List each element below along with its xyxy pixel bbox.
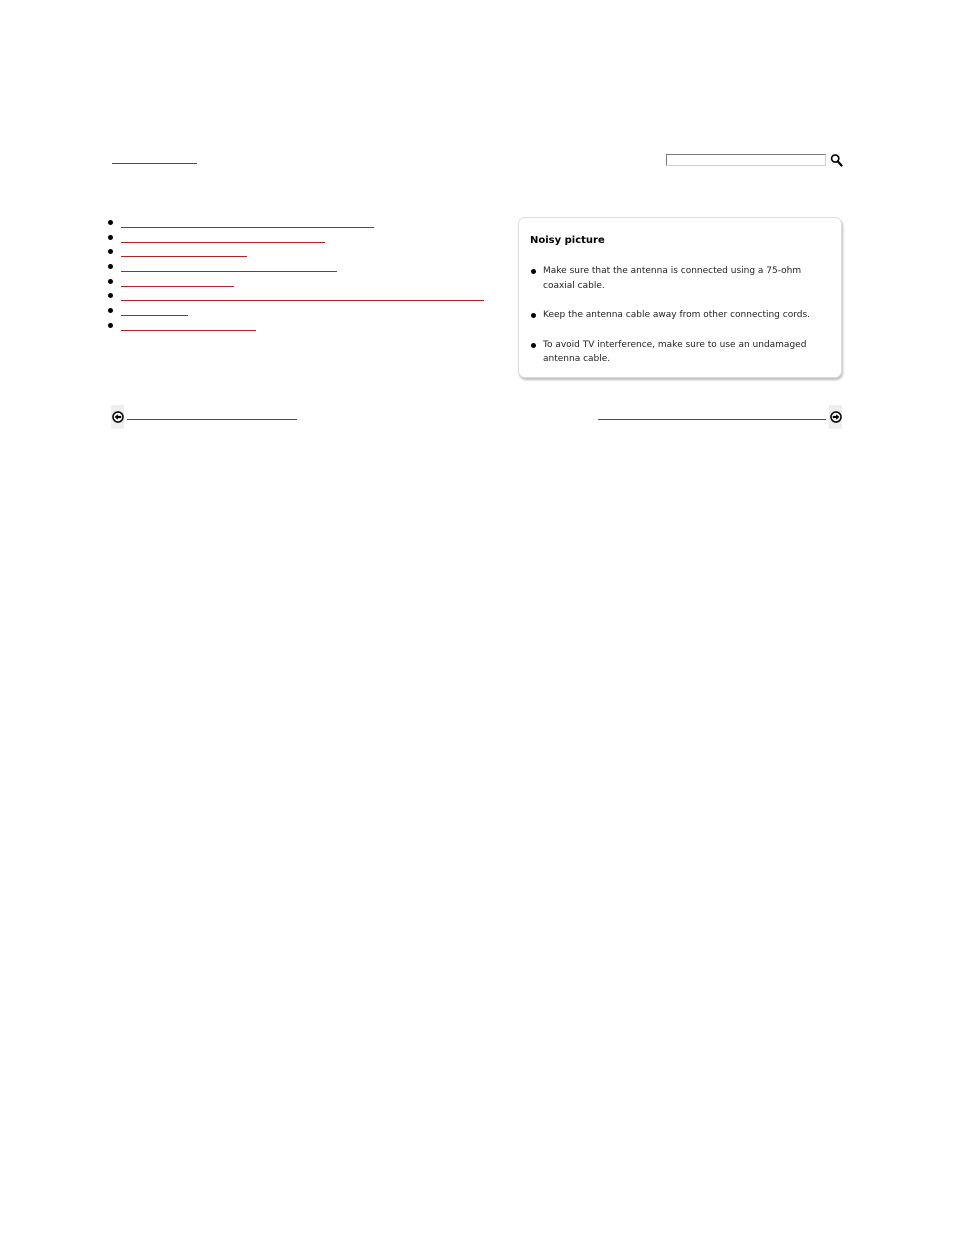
panel-list-item [530,338,830,367]
panel-item-text: Keep the antenna cable away from other connecting cords. [543,310,811,320]
panel-list-item [530,308,830,323]
bullet-icon [108,235,113,240]
search-icon [830,153,843,167]
topic-link[interactable] [121,242,325,243]
bullet-icon [108,308,113,313]
top-link[interactable] [112,163,197,164]
bullet-icon [531,343,536,348]
bullet-icon [531,313,536,318]
bullet-icon [108,249,113,254]
topic-link[interactable] [121,315,188,316]
panel-item-text: Make sure that the antenna is connected using a 75-ohm coaxial cable. [543,266,802,291]
topic-link[interactable] [121,330,256,331]
bullet-icon [108,279,113,284]
prev-page-button[interactable] [111,405,124,429]
panel-title: Noisy picture [530,235,605,246]
next-page-button[interactable] [829,405,842,429]
arrow-right-circle-icon [830,411,842,423]
bullet-icon [108,323,113,328]
panel-list-item [530,264,830,293]
topic-link[interactable] [121,227,374,228]
arrow-left-circle-icon [112,411,124,423]
bullet-icon [108,220,113,225]
panel-list [530,264,830,382]
info-panel [518,217,842,378]
topic-link[interactable] [121,300,484,301]
topic-link[interactable] [121,286,234,287]
prev-page-link[interactable] [127,419,297,420]
next-page-link[interactable] [598,419,826,420]
topic-link[interactable] [121,256,247,257]
topic-link[interactable] [121,271,337,272]
search-button[interactable] [830,153,843,167]
panel-item-text: To avoid TV interference, make sure to use an undamaged antenna cable. [543,339,807,364]
bullet-icon [108,264,113,269]
bullet-icon [108,293,113,298]
bullet-icon [531,269,536,274]
search-input[interactable] [666,154,826,166]
